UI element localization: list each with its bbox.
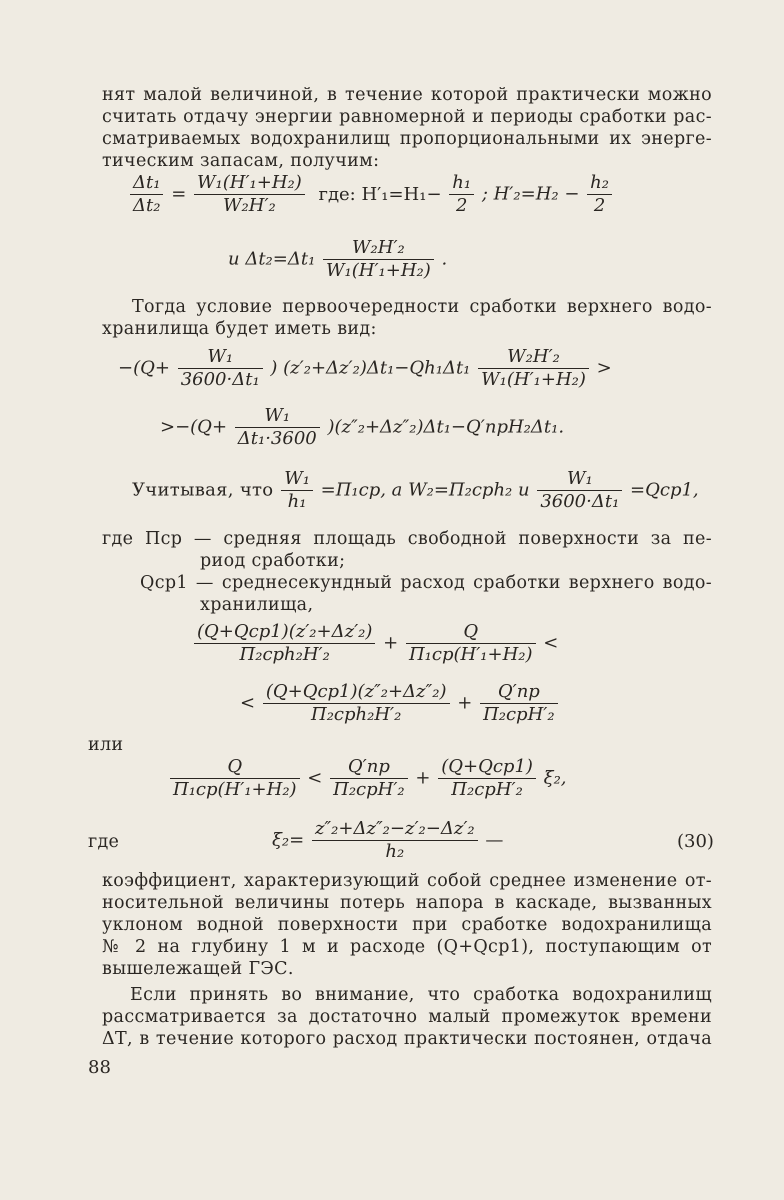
text-line: считать отдачу энергии равномерной и периоды сработки рас- <box>102 107 712 127</box>
numerator: W₁(H′₁+H₂) <box>194 172 305 195</box>
text-line: тическим запасам, получим: <box>102 151 380 171</box>
text-line: риод сработки; <box>200 551 346 571</box>
text-line: Если принять во внимание, что сработка водохранилищ <box>130 985 712 1005</box>
text-line: сматриваемых водохранилищ пропорциональными их энерге- <box>102 129 712 149</box>
fraction <box>438 756 536 801</box>
formula-text: — <box>485 829 504 851</box>
text-line: где <box>88 832 120 852</box>
formula-text: =Qср1, <box>630 479 699 501</box>
denominator: П₂срH′₂ <box>483 704 555 725</box>
fraction <box>537 468 622 513</box>
text-line: Учитывая, что <box>132 479 274 501</box>
fraction <box>130 172 163 217</box>
formula-text: < <box>543 632 559 654</box>
formula-text: где: H′₁=H₁− <box>318 183 442 205</box>
formula-text: и Δt₂=Δt₁ <box>228 248 316 270</box>
numerator: W₂H′₂ <box>478 346 589 369</box>
numerator: Δt₁ <box>130 172 163 195</box>
text-line: ΔТ, в течение которого расход практически постоянен, отдача <box>102 1029 712 1049</box>
text-line: или <box>88 735 124 755</box>
numerator: W₁ <box>235 405 320 428</box>
formula-inequality-right <box>240 681 560 726</box>
numerator: W₂H′₂ <box>323 237 434 260</box>
text-line: коэффициент, характеризующий собой среднее изменение от- <box>102 871 712 891</box>
text-line: № 2 на глубину 1 м и расходе (Q+Qср1), поступающим от <box>102 937 712 957</box>
text-line: где Пср — средняя площадь свободной поверхности за пе- <box>102 529 712 549</box>
denominator: 3600·Δt₁ <box>180 369 260 390</box>
numerator: W₁ <box>178 346 263 369</box>
formula-text: < <box>307 767 323 789</box>
fraction <box>587 172 612 217</box>
numerator: Q <box>170 756 300 779</box>
text-line: хранилища, <box>200 595 314 615</box>
fraction <box>263 681 450 726</box>
formula-text: > <box>596 357 612 379</box>
denominator: h₂ <box>385 841 405 862</box>
numerator: h₂ <box>587 172 612 195</box>
equation-number: (30) <box>677 831 714 852</box>
numerator: h₁ <box>449 172 474 195</box>
formula-text: + <box>415 767 431 789</box>
numerator: (Q+Qср1)(z″₂+Δz″₂) <box>263 681 450 704</box>
numerator: Q <box>406 621 536 644</box>
page-number: 88 <box>88 1057 111 1078</box>
fraction <box>194 621 375 666</box>
denominator: П₁ср(H′₁+H₂) <box>408 644 533 665</box>
denominator: h₁ <box>287 491 307 512</box>
text-line: хранилища будет иметь вид: <box>102 319 377 339</box>
formula-delta-t2 <box>228 237 447 282</box>
fraction <box>281 468 313 513</box>
denominator: W₁(H′₁+H₂) <box>481 369 586 390</box>
formula-text: ; H′₂=H₂ − <box>481 183 580 205</box>
formula-text: )(z″₂+Δz″₂)Δt₁−Q′npH₂Δt₁. <box>327 416 565 438</box>
denominator: П₁ср(H′₁+H₂) <box>173 779 297 800</box>
text-line: нят малой величиной, в течение которой практически можно <box>102 85 712 105</box>
text-line: вышележащей ГЭС. <box>102 959 294 979</box>
fraction <box>406 621 536 666</box>
fraction <box>194 172 305 217</box>
numerator: W₁ <box>281 468 313 491</box>
formula-text: + <box>383 632 399 654</box>
numerator: (Q+Qср1) <box>438 756 536 779</box>
fraction <box>480 681 558 726</box>
formula-simplified <box>168 756 567 801</box>
fraction <box>178 346 263 391</box>
formula-text: −(Q+ <box>118 357 170 379</box>
denominator: Δt₁·3600 <box>237 428 317 449</box>
denominator: П₂срH′₂ <box>333 779 405 800</box>
denominator: 2 <box>455 195 468 216</box>
formula-text: >−(Q+ <box>160 416 228 438</box>
text-line: рассматривается за достаточно малый промежуток времени <box>102 1007 712 1027</box>
denominator: W₂H′₂ <box>223 195 276 216</box>
fraction <box>312 818 478 863</box>
denominator: 3600·Δt₁ <box>540 491 620 512</box>
formula-text: ) (z′₂+Δz′₂)Δt₁−Qh₁Δt₁ <box>270 357 471 379</box>
formula-text: ξ₂= <box>272 829 305 851</box>
numerator: Q′пр <box>480 681 558 704</box>
denominator: П₂срh₂H′₂ <box>239 644 330 665</box>
formula-text: + <box>457 692 473 714</box>
fraction <box>235 405 320 450</box>
fraction <box>449 172 474 217</box>
text-line: носительной величины потерь напора в каскаде, вызванных <box>102 893 712 913</box>
numerator: W₁ <box>537 468 622 491</box>
formula-ratio: $\frac{\text{Δt₁}}{\text{Δt₂}}$ = $\frac{\text{W₁(H′₁+H₂)}}{\text{W₂H′₂}}$ где: H′₁=H₁− $\frac{\text{h₁}}{2}$ ; H′₂=H₂ − $\frac{\text{h₂}}{2}$ <box>128 172 614 217</box>
denominator: П₂срh₂H′₂ <box>311 704 402 725</box>
fraction <box>323 237 434 282</box>
formula-inequality-left <box>192 621 558 666</box>
formula-text: . <box>441 248 448 270</box>
formula-text: ξ₂, <box>543 767 567 789</box>
denominator: Δt₂ <box>133 195 161 216</box>
denominator: W₁(H′₁+H₂) <box>326 260 431 281</box>
text-line: Тогда условие первоочередности сработки верхнего водо- <box>132 297 712 317</box>
formula-condition-left <box>118 346 612 391</box>
fraction <box>478 346 589 391</box>
formula-text: =П₁ср, а W₂=П₂срh₂ и <box>320 479 530 501</box>
formula-xi2 <box>272 818 503 863</box>
numerator: (Q+Qср1)(z′₂+Δz′₂) <box>194 621 375 644</box>
text-line: уклоном водной поверхности при сработке водохранилища <box>102 915 712 935</box>
formula-substitution <box>132 468 699 513</box>
formula-condition-right <box>160 405 564 450</box>
denominator: П₂срH′₂ <box>451 779 523 800</box>
numerator: Q′пр <box>330 756 408 779</box>
formula-text: < <box>240 692 256 714</box>
fraction <box>330 756 408 801</box>
text-line: Qср1 — среднесекундный расход сработки верхнего водо- <box>140 573 712 593</box>
numerator: z″₂+Δz″₂−z′₂−Δz′₂ <box>312 818 478 841</box>
fraction <box>170 756 300 801</box>
denominator: 2 <box>593 195 606 216</box>
